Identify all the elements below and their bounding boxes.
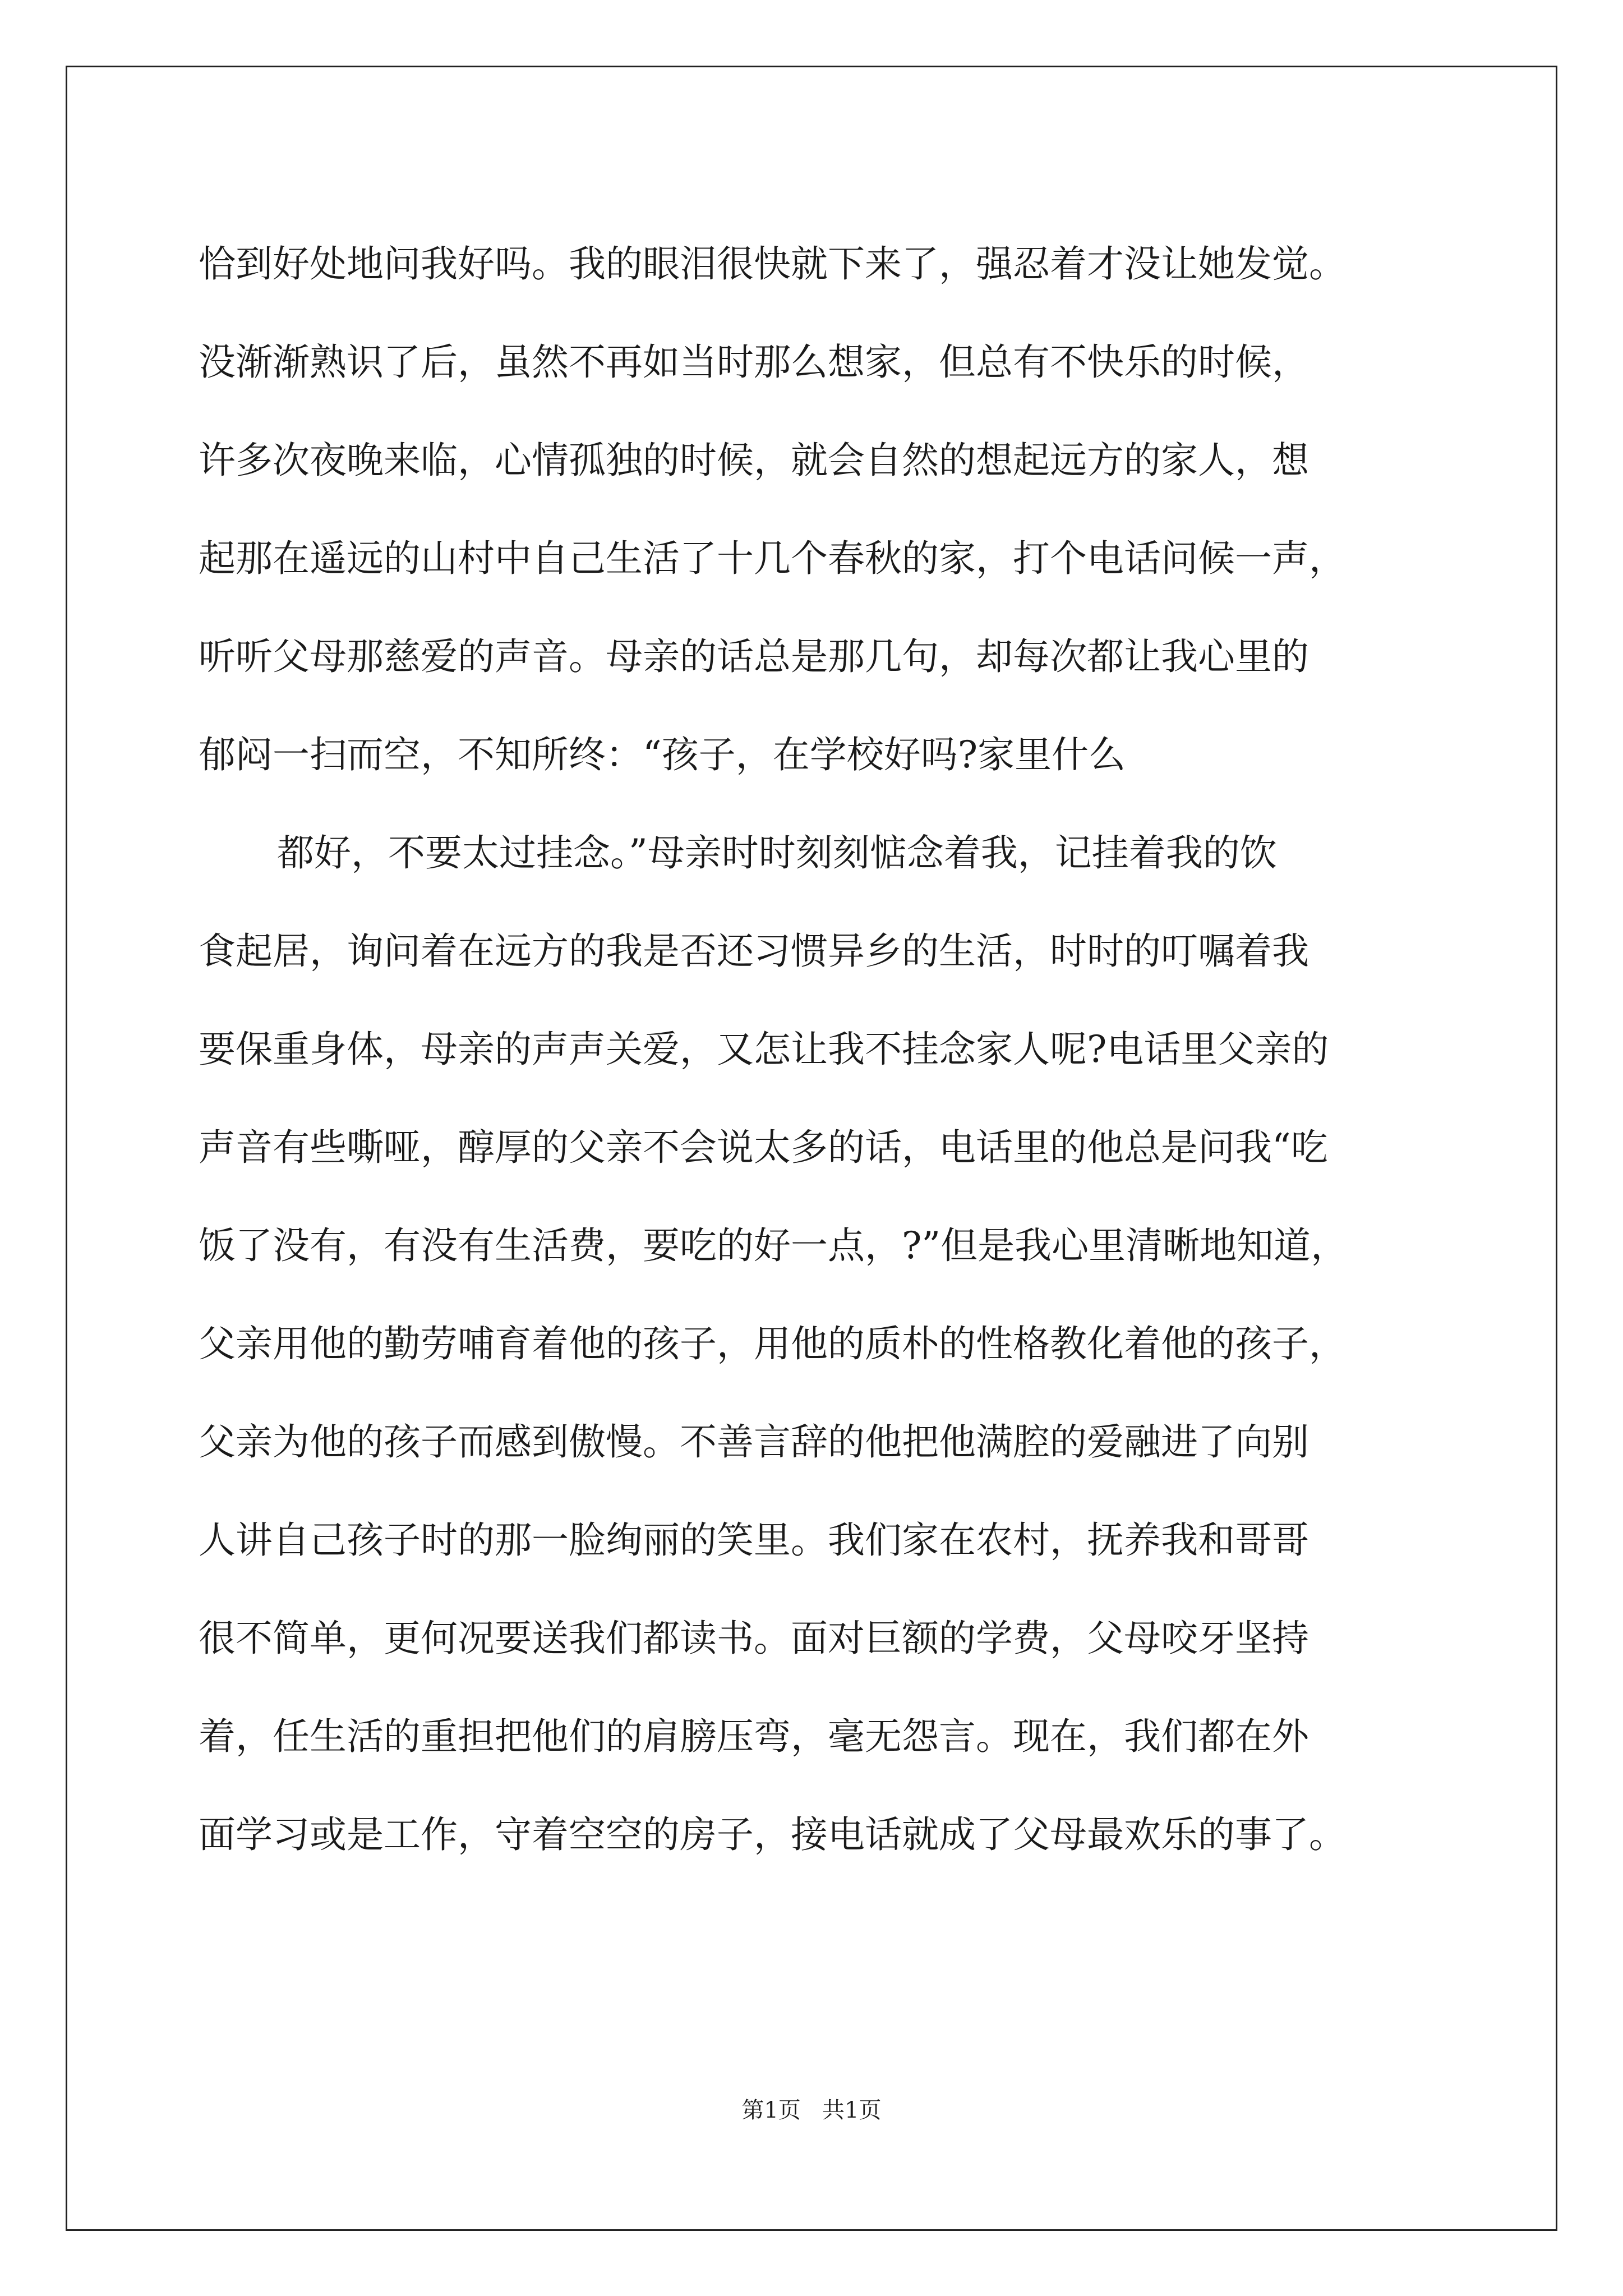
page-number-footer: 第1页 共1页	[741, 2097, 882, 2123]
text-line: 父亲为他的孩子而感到傲慢。不善言辞的他把他满腔的爱融进了向别	[199, 1420, 1309, 1464]
text-line: 郁闷一扫而空，不知所终：“孩子，在学校好吗?家里什么	[199, 733, 1126, 776]
text-line: 没渐渐熟识了后，虽然不再如当时那么想家，但总有不快乐的时候，	[199, 341, 1309, 384]
text-line: 听听父母那慈爱的声音。母亲的话总是那几句，却每次都让我心里的	[199, 635, 1309, 678]
text-line: 人讲自己孩子时的那一脸绚丽的笑里。我们家在农村，抚养我和哥哥	[199, 1519, 1309, 1562]
text-line: 食起居，询问着在远方的我是否还习惯异乡的生活，时时的叮嘱着我	[199, 930, 1309, 973]
text-line: 饭了没有，有没有生活费，要吃的好一点，?”但是我心里清晰地知道，	[199, 1224, 1348, 1267]
body-text	[199, 215, 1449, 1884]
text-line: 着，任生活的重担把他们的肩膀压弯，毫无怨言。现在，我们都在外	[199, 1715, 1309, 1758]
text-line: 许多次夜晚来临，心情孤独的时候，就会自然的想起远方的家人，想	[199, 439, 1309, 482]
text-line: 起那在遥远的山村中自己生活了十几个春秋的家，打个电话问候一声，	[199, 537, 1346, 580]
text-line: 恰到好处地问我好吗。我的眼泪很快就下来了，强忍着才没让她发觉。	[199, 242, 1346, 286]
text-line: 父亲用他的勤劳哺育着他的孩子，用他的质朴的性格教化着他的孩子，	[199, 1322, 1346, 1365]
paragraph-start-line: 都好，不要太过挂念。”母亲时时刻刻惦念着我，记挂着我的饮	[277, 831, 1277, 875]
text-line: 要保重身体，母亲的声声关爱，又怎让我不挂念家人呢?电话里父亲的	[199, 1028, 1329, 1071]
text-line: 声音有些嘶哑，醇厚的父亲不会说太多的话，电话里的他总是问我“吃	[199, 1126, 1328, 1169]
text-line: 面学习或是工作，守着空空的房子，接电话就成了父母最欢乐的事了。	[199, 1813, 1346, 1856]
text-line: 很不简单，更何况要送我们都读书。面对巨额的学费，父母咬牙坚持	[199, 1617, 1309, 1660]
